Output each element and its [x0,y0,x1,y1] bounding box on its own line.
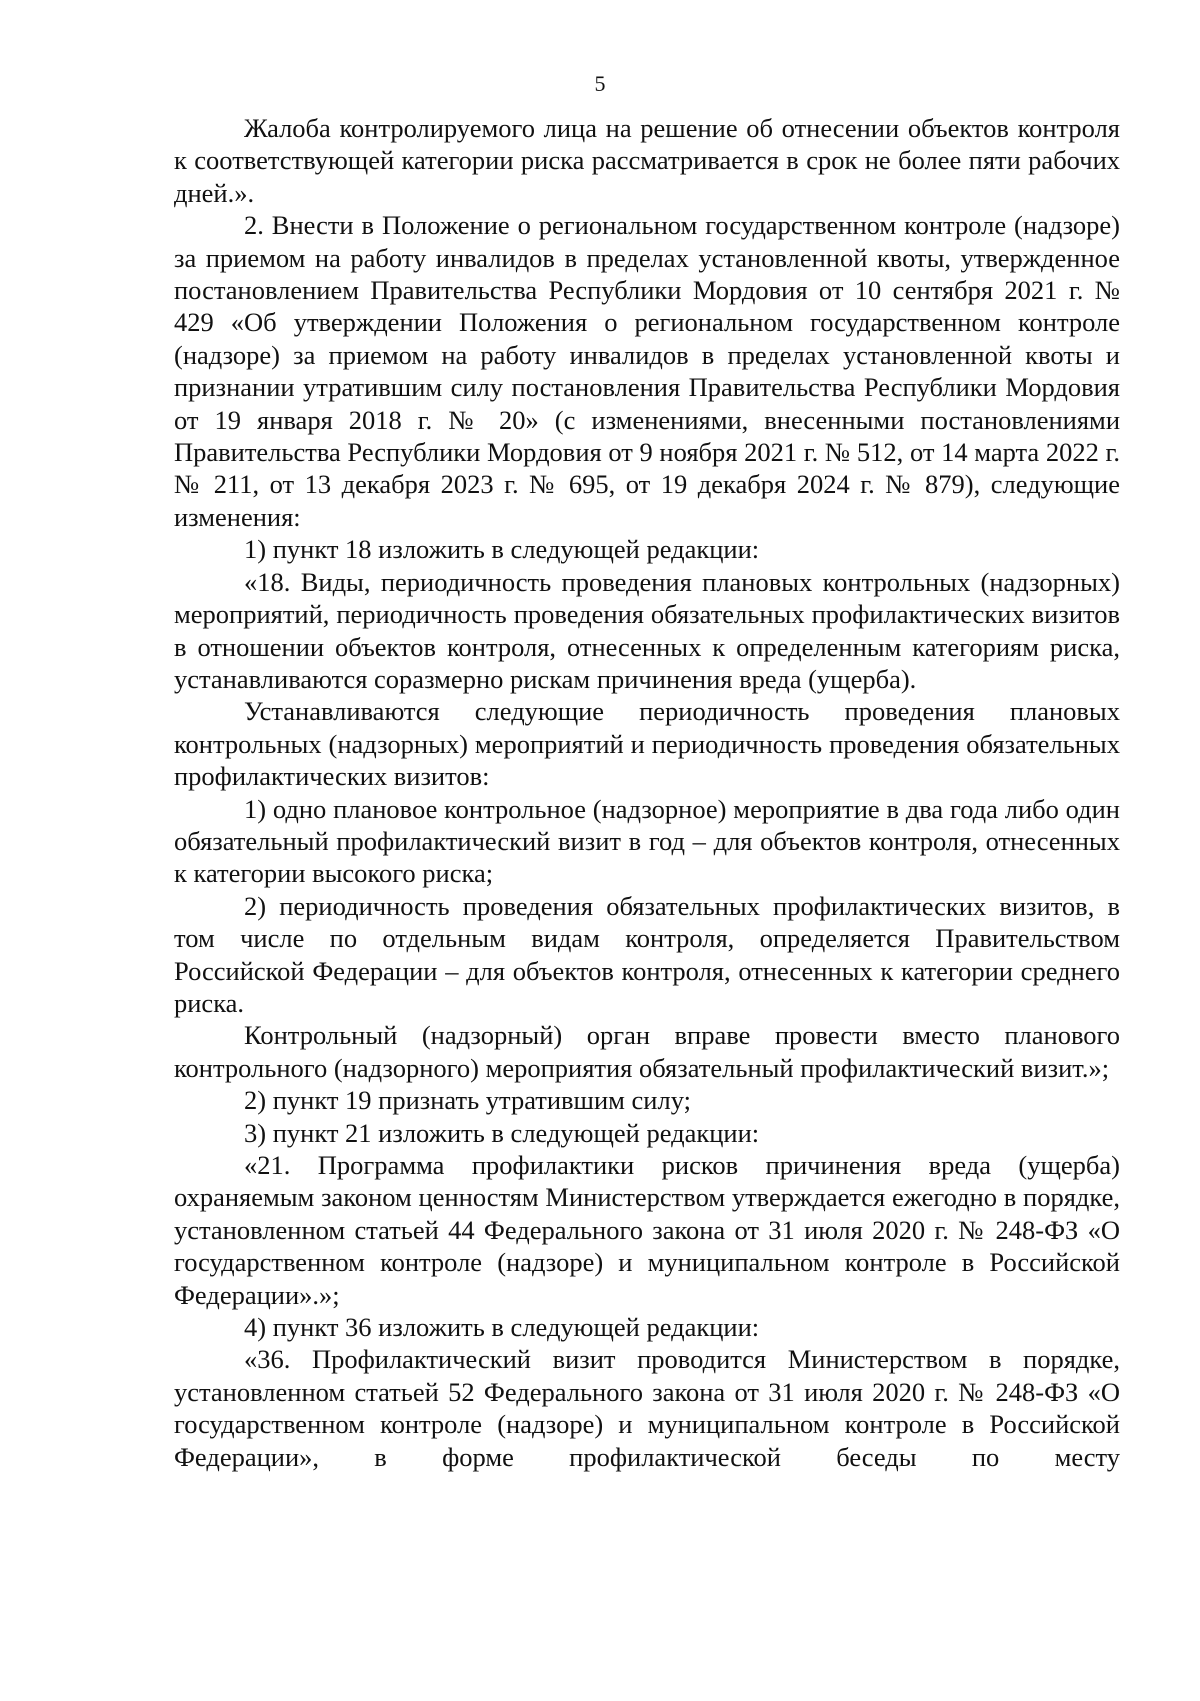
paragraph-complaint-term: Жалоба контролируемого лица на решение об отнесении объектов контроля к соответствующей категории риска рассматривается в срок не более пяти рабочих дней.». [174,113,1120,208]
paragraph-subitem-3: 3) пункт 21 изложить в следующей редакции: [244,1117,760,1148]
page-number: 5 [594,71,606,96]
paragraph-subitem-1: 1) пункт 18 изложить в следующей редакции: [244,534,760,565]
paragraph-control-body-right: Контрольный (надзорный) орган вправе провести вместо планового контрольного (надзорного) мероприятия обязательный профилактический визит.»; [174,1020,1120,1083]
document-body [174,112,1120,1473]
paragraph-point-18: «18. Виды, периодичность проведения плановых контрольных (надзорных) мероприятий, периодичность проведения обязательных профилактических визитов в отношении объектов контроля, отнесенных к определенным категориям риска, устанавливаются соразмерно рискам причинения вреда (ущерба). [174,566,1120,694]
paragraph-subitem-2: 2) пункт 19 признать утратившим силу; [244,1085,691,1116]
paragraph-high-risk: 1) одно плановое контрольное (надзорное) мероприятие в два года либо один обязательный профилактический визит в год – для объектов контроля, отнесенных к категории высокого риска; [174,793,1120,889]
paragraph-subitem-4: 4) пункт 36 изложить в следующей редакции: [244,1312,760,1343]
paragraph-item-2-amendments: 2. Внести в Положение о региональном государственном контроле (надзоре) за приемом на работу инвалидов в пределах установленной квоты, утвержденное постановлением Правительства Республики Мордовия от 10 сентября 2021 г. № 429 «Об утверждении Положения о региональном государственном контроле (надзоре) за приемом на работу инвалидов в пределах установленной квоты и признании утратившим силу постановления Правительства Республики Мордовия от 19 января 2018 г. № 20» (с изменениями, внесенными постановлениями Правительства Республики Мордовия от 9 ноября 2021 г. № 512, от 14 марта 2022 г. № 211, от 13 декабря 2023 г. № 695, от 19 декабря 2024 г. № 879), следующие изменения: [174,210,1120,532]
paragraph-point-36: «36. Профилактический визит проводится Министерством в порядке, установленном статьей 52 Федерального закона от 31 июля 2020 г. № 248-ФЗ «О государственном контроле (надзоре) и муниципальном контроле в Российской Федерации», в форме профилактической беседы по месту [174,1344,1120,1472]
paragraph-point-21: «21. Программа профилактики рисков причинения вреда (ущерба) охраняемым законом ценностям Министерством утверждается ежегодно в порядке, установленном статьей 44 Федерального закона от 31 июля 2020 г. № 248-ФЗ «О государственном контроле (надзоре) и муниципальном контроле в Российской Федерации».»; [174,1150,1120,1310]
paragraph-medium-risk: 2) периодичность проведения обязательных профилактических визитов, в том числе по отдельным видам контроля, определяется Правительством Российской Федерации – для объектов контроля, отнесенных к категории среднего риска. [174,890,1120,1018]
paragraph-periodicity-intro: Устанавливаются следующие периодичность проведения плановых контрольных (надзорных) мероприятий и периодичность проведения обязательных профилактических визитов: [174,696,1120,792]
